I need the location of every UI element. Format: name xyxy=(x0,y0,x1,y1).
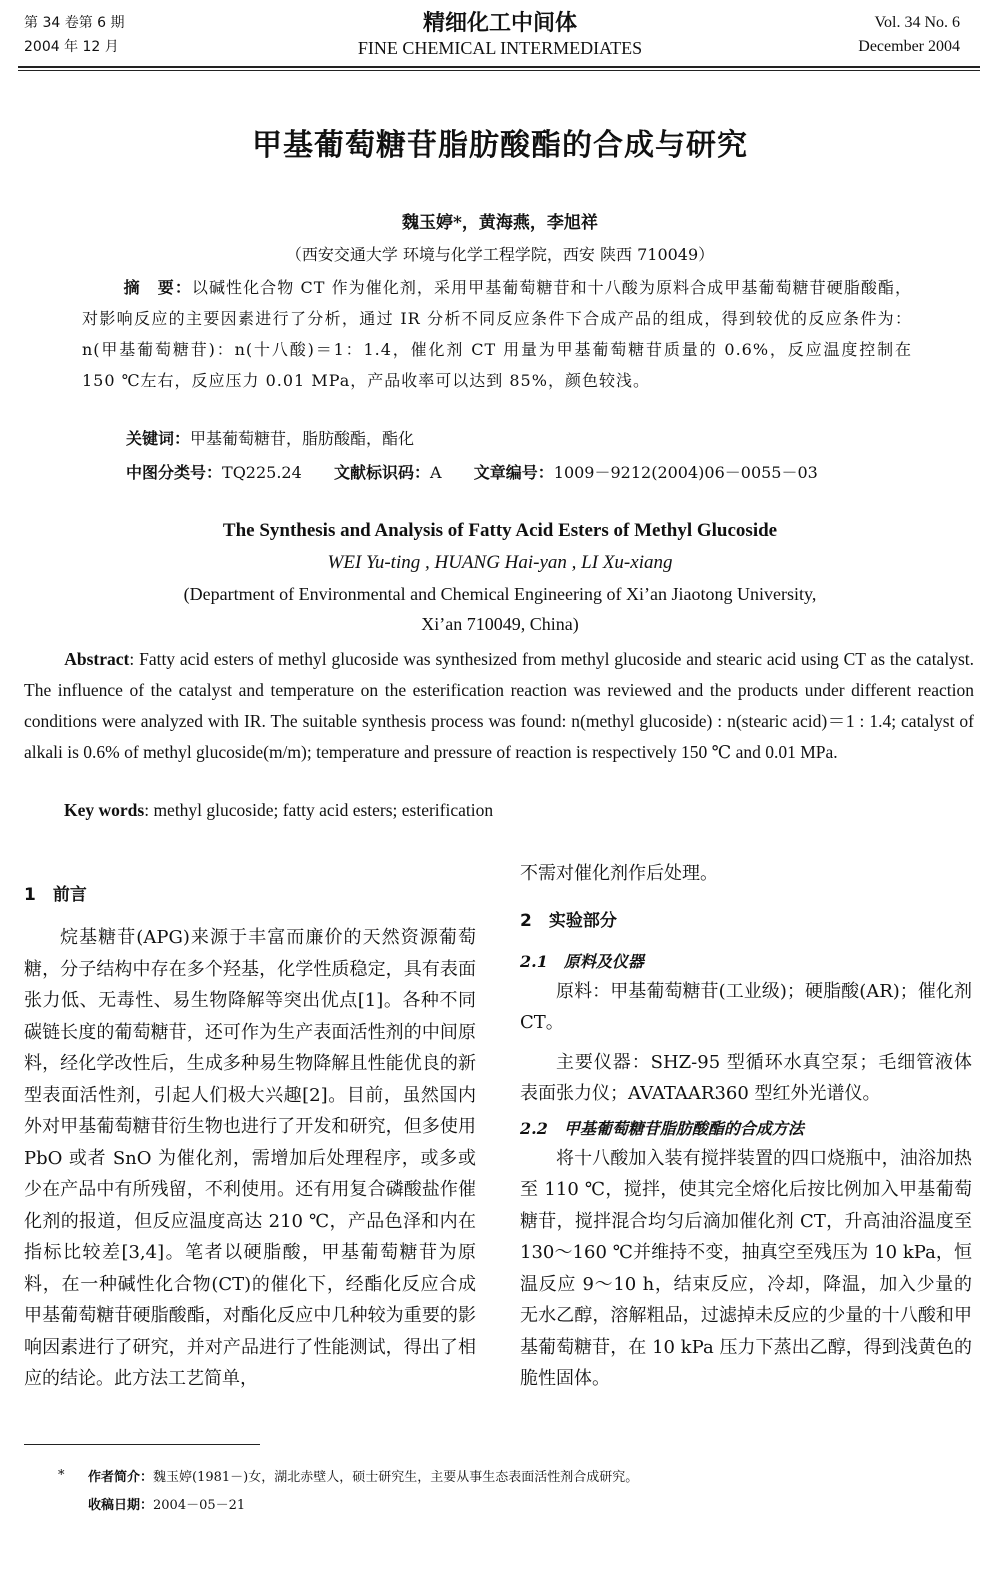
author-bio-text: 魏玉婷(1981－)女，湖北赤壁人，硕士研究生，主要从事生态表面活性剂合成研究。 xyxy=(153,1470,639,1485)
right-column xyxy=(520,858,972,1395)
journal-name-en: FINE CHEMICAL INTERMEDIATES xyxy=(357,38,643,58)
affiliation-en-line2: Xi’an 710049, China) xyxy=(421,614,579,634)
abstract-en-label: Abstract xyxy=(64,649,130,669)
instruments-paragraph: 主要仪器：SHZ-95 型循环水真空泵；毛细管液体表面张力仪；AVATAAR360 型红外光谱仪。 xyxy=(520,1051,972,1104)
affiliation-en-line1: (Department of Environmental and Chemical Engineering of Xi’an Jiaotong University, xyxy=(183,584,817,604)
abstract-cn-text: 以碱性化合物 CT 作为催化剂，采用甲基葡萄糖苷和十八酸为原料合成甲基葡萄糖苷硬脂酸酯，对影响反应的主要因素进行了分析，通过 IR 分析不同反应条件下合成产品的组成，得到较优的反应条件为：n(甲基葡萄糖苷)：n(十八酸)＝1：1.4，催化剂 CT 用量为甲基葡萄糖苷质量的 0.6%，反应温度控制在 150 ℃左右，反应压力 0.01 MPa，产品收率可以达到 85%，颜色较浅。 xyxy=(82,278,912,390)
keywords-cn xyxy=(126,426,414,449)
received-date-label: 收稿日期： xyxy=(88,1498,154,1513)
footnote-star: * xyxy=(58,1468,65,1483)
header-rule-bottom xyxy=(18,70,980,71)
header-volume: 第 34 卷第 6 期 xyxy=(24,15,125,31)
page-title: 甲基葡萄糖苷脂肪酸酯的合成与研究 xyxy=(252,128,748,163)
doc-code-value: A xyxy=(430,463,442,482)
header-date-cn: 2004 年 12 月 xyxy=(24,39,119,55)
keywords-en-text: : methyl glucoside; fatty acid esters; esterification xyxy=(144,800,494,820)
method-paragraph: 将十八酸加入装有搅拌装置的四口烧瓶中，油浴加热至 110 ℃，搅拌，使其完全熔化后按比例加入甲基葡萄糖苷，搅拌混合均匀后滴加催化剂 CT，升高油浴温度至 130～160 ℃并维持不变，抽真空至残压为 10 kPa，恒温反应 9～10 h，结束反应，冷却，降温，加入少量的无水乙醇，溶解粗品，过滤掉未反应的少量的十八酸和甲基葡萄糖苷，在 10 kPa 压力下蒸出乙醇，得到浅黄色的脆性固体。 xyxy=(520,1147,972,1389)
section-1-heading: 1 前言 xyxy=(24,885,87,905)
clc-value: TQ225.24 xyxy=(222,463,302,482)
header-rule-top xyxy=(18,66,980,68)
section-2-heading: 2 实验部分 xyxy=(520,910,617,931)
article-number-label: 文章编号： xyxy=(473,463,554,482)
footnote-rule xyxy=(24,1444,260,1445)
affiliation-cn: （西安交通大学 环境与化学工程学院，西安 陕西 710049） xyxy=(285,245,715,264)
article-number-value: 1009－9212(2004)06－0055－03 xyxy=(553,463,818,482)
subsection-2-1-heading: 2.1 原料及仪器 xyxy=(520,951,644,971)
journal-name-cn: 精细化工中间体 xyxy=(422,11,577,36)
abstract-cn-label: 摘 要： xyxy=(123,278,192,297)
materials-paragraph: 原料：甲基葡萄糖苷(工业级)；硬脂酸(AR)；催化剂 CT。 xyxy=(520,980,972,1033)
received-date-text: 2004－05－21 xyxy=(153,1498,246,1513)
subsection-2-2-heading: 2.2 甲基葡萄糖苷脂肪酸酯的合成方法 xyxy=(520,1118,804,1138)
author-bio xyxy=(88,1466,638,1485)
section-1-paragraph: 烷基糖苷(APG)来源于丰富而廉价的天然资源葡萄糖，分子结构中存在多个羟基，化学性质稳定，具有表面张力低、无毒性、易生物降解等突出优点[1]。各种不同碳链长度的葡萄糖苷，还可作为生产表面活性剂的中间原料，经化学改性后，生成多种易生物降解且性能优良的新型表面活性剂，引起人们极大兴趣[2]。目前，虽然国内外对甲基葡萄糖苷衍生物也进行了开发和研究，但多使用 PbO 或者 SnO 为催化剂，需增加后处理程序，或多或少在产品中有所残留，不利使用。还有用复合磷酸盐作催化剂的报道，但反应温度高达 210 ℃，产品色泽和内在指标比较差[3,4]。笔者以硬脂酸，甲基葡萄糖苷为原料，在一种碱性化合物(CT)的催化下，经酯化反应合成甲基葡萄糖苷硬脂酸酯，对酯化反应中几种较为重要的影响因素进行了研究，并对产品进行了性能测试，得出了相应的结论。此方法工艺简单， xyxy=(24,927,476,1389)
keywords-cn-text: 甲基葡萄糖苷，脂肪酸酯，酯化 xyxy=(190,429,415,448)
header-date-en: December 2004 xyxy=(858,38,960,55)
section-1-body xyxy=(24,922,476,1395)
keywords-en xyxy=(64,800,493,821)
doc-code-label: 文献标识码： xyxy=(333,463,430,482)
received-date xyxy=(88,1494,245,1513)
header-volume-en: Vol. 34 No. 6 xyxy=(874,14,960,31)
keywords-en-label: Key words xyxy=(64,800,145,820)
abstract-cn xyxy=(82,272,912,396)
author-bio-label: 作者简介： xyxy=(88,1470,154,1485)
clc-label: 中图分类号： xyxy=(126,463,223,482)
title-en: The Synthesis and Analysis of Fatty Acid Esters of Methyl Glucoside xyxy=(222,520,778,541)
authors-en: WEI Yu-ting , HUANG Hai-yan , LI Xu-xiang xyxy=(327,552,673,573)
abstract-en-text: : Fatty acid esters of methyl glucoside was synthesized from methyl glucoside and stearic acid using CT as the catalyst. The influence of the catalyst and temperature on the esterification reaction was reviewed and the products under different reaction conditions were analyzed with IR. The suitable synthesis process was found: n(methyl glucoside) : n(stearic acid)＝1 : 1.4; catalyst of alkali is 0.6% of methyl glucoside(m/m); temperature and pressure of reaction is respectively 150 ℃ and 0.01 MPa. xyxy=(24,649,974,762)
keywords-cn-label: 关键词： xyxy=(126,429,191,448)
authors-cn: 魏玉婷*，黄海燕，李旭祥 xyxy=(402,213,598,233)
abstract-en xyxy=(24,644,974,768)
continued-text: 不需对催化剂作后处理。 xyxy=(520,863,718,884)
classification-line xyxy=(126,460,818,483)
